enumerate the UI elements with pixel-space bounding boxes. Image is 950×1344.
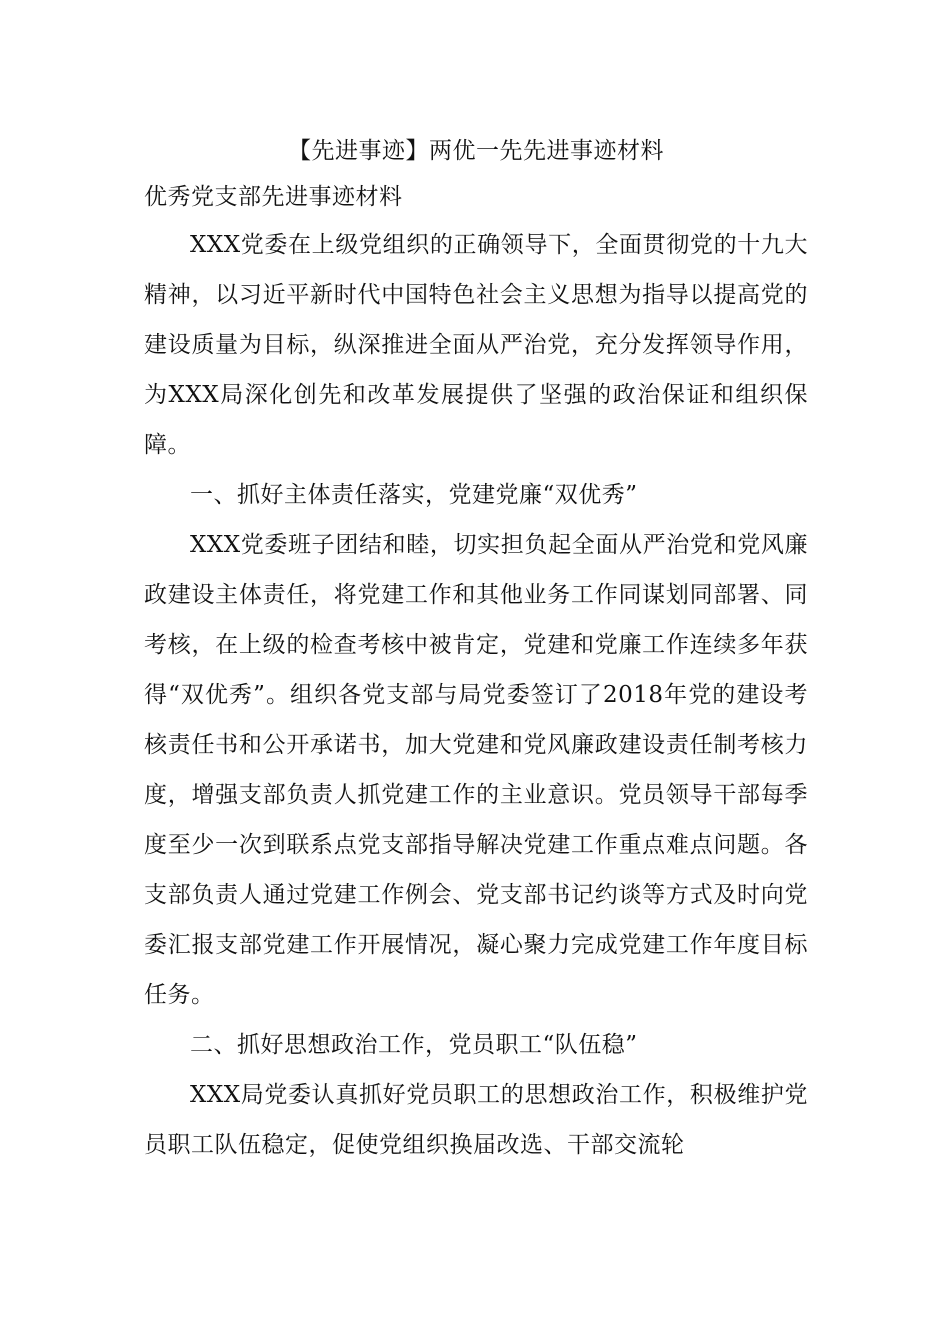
section-heading-2: 二、抓好思想政治工作，党员职工“队伍稳” xyxy=(190,1032,638,1058)
paragraph-intro: XXX党委在上级党组织的正确领导下，全面贯彻党的十九大精神，以习近平新时代中国特色社会主义思想为指导以提高党的建设质量为目标，纵深推进全面从严治党，充分发挥领导作用，为XXX局深化创先和改革发展提供了坚强的政治保证和组织保障。 xyxy=(144,232,808,458)
document-body xyxy=(144,128,808,1170)
section-heading-1: 一、抓好主体责任落实，党建党廉“双优秀” xyxy=(190,482,638,508)
document-subtitle: 优秀党支部先进事迹材料 xyxy=(144,184,403,210)
document-title: 【先进事迹】两优一先先进事迹材料 xyxy=(288,138,664,164)
paragraph-section-1: XXX党委班子团结和睦，切实担负起全面从严治党和党风廉政建设主体责任，将党建工作和其他业务工作同谋划同部署、同考核，在上级的检查考核中被肯定，党建和党廉工作连续多年获得“双优秀”。组织各党支部与局党委签订了2018年党的建设考核责任书和公开承诺书，加大党建和党风廉政建设责任制考核力度，增强支部负责人抓党建工作的主业意识。党员领导干部每季度至少一次到联系点党支部指导解决党建工作重点难点问题。各支部负责人通过党建工作例会、党支部书记约谈等方式及时向党委汇报支部党建工作开展情况，凝心聚力完成党建工作年度目标任务。 xyxy=(144,532,808,1008)
paragraph-section-2: XXX局党委认真抓好党员职工的思想政治工作，积极维护党员职工队伍稳定，促使党组织换届改选、干部交流轮 xyxy=(144,1082,808,1158)
